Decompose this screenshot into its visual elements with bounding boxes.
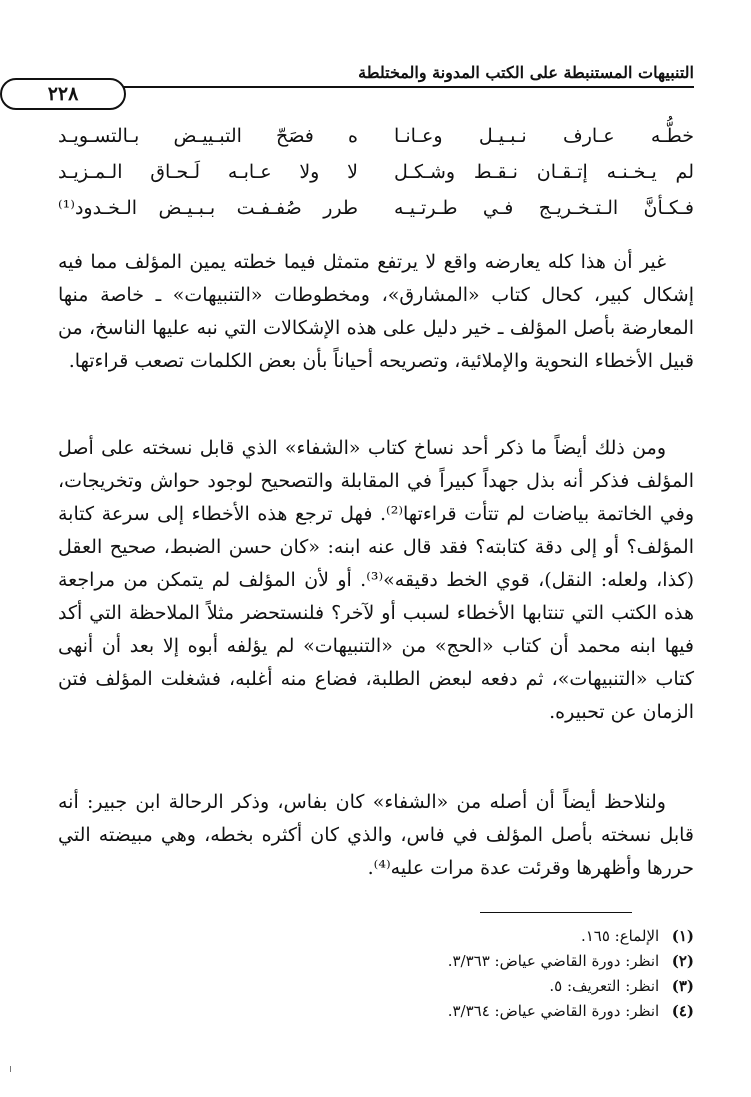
header-rule bbox=[58, 86, 694, 88]
verse-second-hemistich: طرر صُفـفـت بـبـيـض الـخـدود⁽¹⁾ bbox=[58, 197, 358, 219]
running-header-title: التنبيهات المستنبطة على الكتب المدونة والمختلطة bbox=[358, 63, 694, 82]
verse-first-hemistich: لم يـخـنـه إتـقـان نـقـط وشـكـل bbox=[394, 161, 694, 183]
body-paragraph: غير أن هذا كله يعارضه واقع لا يرتفع متمثل فيما خطته يمين المؤلف مما فيه إشكال كبير، كحال كتاب «المشارق»، ومخطوطات «التنبيهات» ـ خاصة منها المعارضة بأصل المؤلف ـ خير دليل على هذه الإشكالات التي نبه عليها الناسخ، من قبيل الأخطاء النحوية والإملائية، وتصريحه أحياناً بأن بعض الكلمات تصعب قراءتها. bbox=[58, 251, 694, 372]
page-number-badge: ٢٢٨ bbox=[0, 78, 126, 110]
verse-first-hemistich: خطُّـه عـارف نـبـيـل وعـانـا bbox=[394, 125, 694, 147]
body-paragraph: ومن ذلك أيضاً ما ذكر أحد نساخ كتاب «الشفاء» الذي قابل نسخته على أصل المؤلف فذكر أنه بذل جهداً كبيراً في المقابلة والتصحيح لوجود حواش وتخريجات، وفي الخاتمة بياضات لم تتأت قراءتها⁽²⁾. فهل ترجع هذه الأخطاء إلى سرعة كتابة المؤلف؟ أو إلى دقة كتابته؟ فقد قال عنه ابنه: «كان حسن الضبط، صحيح العقل (كذا، ولعله: النقل)، قوي الخط دقيقه»⁽³⁾. أو لأن المؤلف لم يتمكن من مراجعة هذه الكتب التي تنتابها الأخطاء لسبب أو لآخر؟ فلنستحضر مثلاً الملاحظة التي أكد فيها ابنه محمد أن كتاب «الحج» من «التنبيهات» لم يؤلفه أبوه إلا بعد أن أنهى كتاب «التنبيهات»، ثم دفعه لبعض الطلبة، فضاع منه أغلبه، فشغلت المؤلف فتن الزمان عن تحبيره. bbox=[58, 437, 694, 723]
footnote-marker: (٣) bbox=[671, 977, 694, 995]
footnote-marker: (٤) bbox=[671, 1002, 694, 1020]
footnote-marker: (٢) bbox=[671, 952, 694, 970]
verse-first-hemistich: فـكـأنَّ الـتـخـريـج فـي طـرتـيـه bbox=[394, 197, 694, 219]
footnote-item bbox=[58, 949, 694, 974]
poem-block bbox=[58, 118, 694, 226]
footnote-separator bbox=[480, 912, 632, 913]
footnote-text: انظر: دورة القاضي عياض: ٣/٣٦٤. bbox=[447, 1002, 660, 1020]
poem-verse bbox=[58, 118, 694, 154]
footnote-text: الإلماع: ١٦٥. bbox=[580, 927, 660, 945]
footnote-text: انظر: التعريف: ٥. bbox=[549, 977, 660, 995]
poem-verse bbox=[58, 154, 694, 190]
margin-tick bbox=[6, 1066, 11, 1072]
running-header bbox=[58, 62, 694, 102]
footnote-text: انظر: دورة القاضي عياض: ٣/٣٦٣. bbox=[447, 952, 660, 970]
footnote-item bbox=[58, 924, 694, 949]
verse-second-hemistich: لا ولا عـابـه لَـحـاق الـمـزيـد bbox=[58, 161, 358, 183]
footnote-marker: (١) bbox=[671, 927, 694, 945]
poem-verse bbox=[58, 190, 694, 226]
footnote-item bbox=[58, 974, 694, 999]
verse-second-hemistich: ه فصَحّ التبـييـض بـالتسـويـد bbox=[58, 125, 358, 147]
footnotes bbox=[58, 924, 694, 1024]
body-paragraph: ولنلاحظ أيضاً أن أصله من «الشفاء» كان بفاس، وذكر الرحالة ابن جبير: أنه قابل نسخته بأصل المؤلف في فاس، والذي كان أكثره بخطه، وهي مبيضته التي حررها وأظهرها وقرئت عدة مرات عليه⁽⁴⁾. bbox=[58, 791, 694, 879]
footnote-item bbox=[58, 999, 694, 1024]
